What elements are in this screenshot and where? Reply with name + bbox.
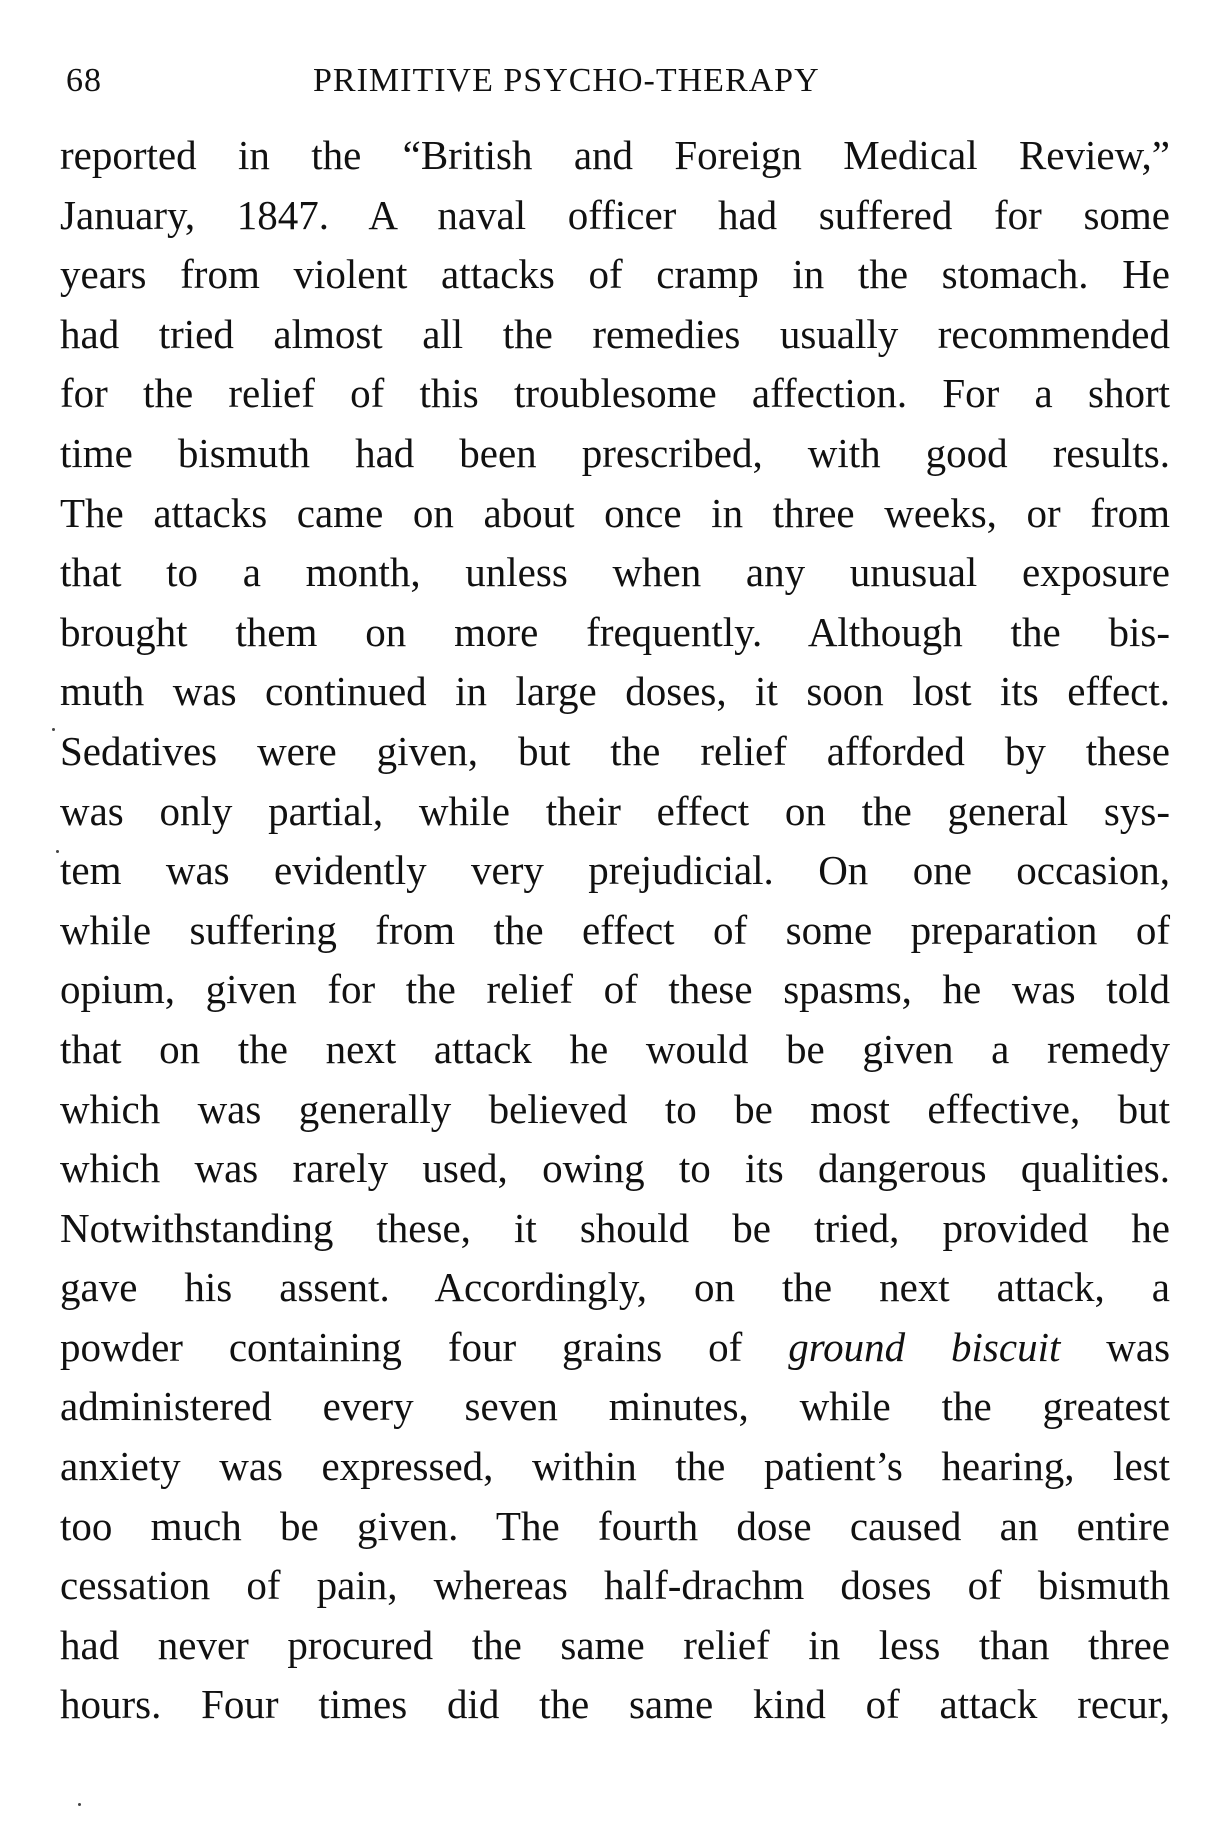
text-line: time bismuth had been prescribed, with good results.: [60, 429, 1170, 476]
text-line: cessation of pain, whereas half-drachm doses of bismuth: [60, 1562, 1170, 1609]
running-title: PRIMITIVE PSYCHO-THERAPY: [313, 62, 820, 99]
page-number: 68: [66, 62, 102, 99]
text-line: had tried almost all the remedies usually recommended: [60, 310, 1170, 357]
text-line: tem was evidently very prejudicial. On one occasion,: [60, 847, 1170, 894]
text-line: hours. Four times did the same kind of attack recur,: [60, 1681, 1170, 1728]
text-line-with-italic: [60, 1318, 1170, 1378]
text-line: Notwithstanding these, it should be tried, provided he: [60, 1204, 1170, 1251]
text-line: which was generally believed to be most effective, but: [60, 1085, 1170, 1132]
paper-speck: [56, 850, 59, 853]
text-segment: was: [1060, 1323, 1171, 1370]
text-line: which was rarely used, owing to its dangerous qualities.: [60, 1145, 1170, 1192]
text-line: while suffering from the effect of some preparation of: [60, 906, 1170, 953]
text-line: Sedatives were given, but the relief afforded by these: [60, 727, 1170, 774]
body-text: [60, 126, 1170, 1735]
text-line: that to a month, unless when any unusual exposure: [60, 549, 1170, 596]
text-line: opium, given for the relief of these spasms, he was told: [60, 966, 1170, 1013]
paper-speck: [78, 1803, 81, 1806]
text-line: too much be given. The fourth dose caused an entire: [60, 1502, 1170, 1549]
text-line: that on the next attack he would be given a remedy: [60, 1025, 1170, 1072]
text-line: gave his assent. Accordingly, on the next attack, a: [60, 1264, 1170, 1311]
text-line: for the relief of this troublesome affection. For a short: [60, 370, 1170, 417]
running-head: [60, 62, 1170, 112]
text-line: reported in the “British and Foreign Medical Review,”: [60, 132, 1170, 178]
text-line: years from violent attacks of cramp in the stomach. He: [60, 251, 1170, 298]
paper-speck: [52, 728, 55, 731]
text-line: January, 1847. A naval officer had suffered for some: [60, 191, 1170, 238]
text-line: muth was continued in large doses, it soon lost its effect.: [60, 668, 1170, 715]
text-line: had never procured the same relief in less than three: [60, 1621, 1170, 1668]
text-line: was only partial, while their effect on the general sys-: [60, 787, 1170, 834]
italic-phrase: ground biscuit: [788, 1323, 1061, 1370]
text-line: The attacks came on about once in three weeks, or from: [60, 489, 1170, 536]
text-line: anxiety was expressed, within the patient’s hearing, lest: [60, 1443, 1170, 1490]
text-line: administered every seven minutes, while the greatest: [60, 1383, 1170, 1430]
text-line: brought them on more frequently. Although the bis-: [60, 608, 1170, 655]
text-segment: powder containing four grains of: [60, 1323, 789, 1370]
